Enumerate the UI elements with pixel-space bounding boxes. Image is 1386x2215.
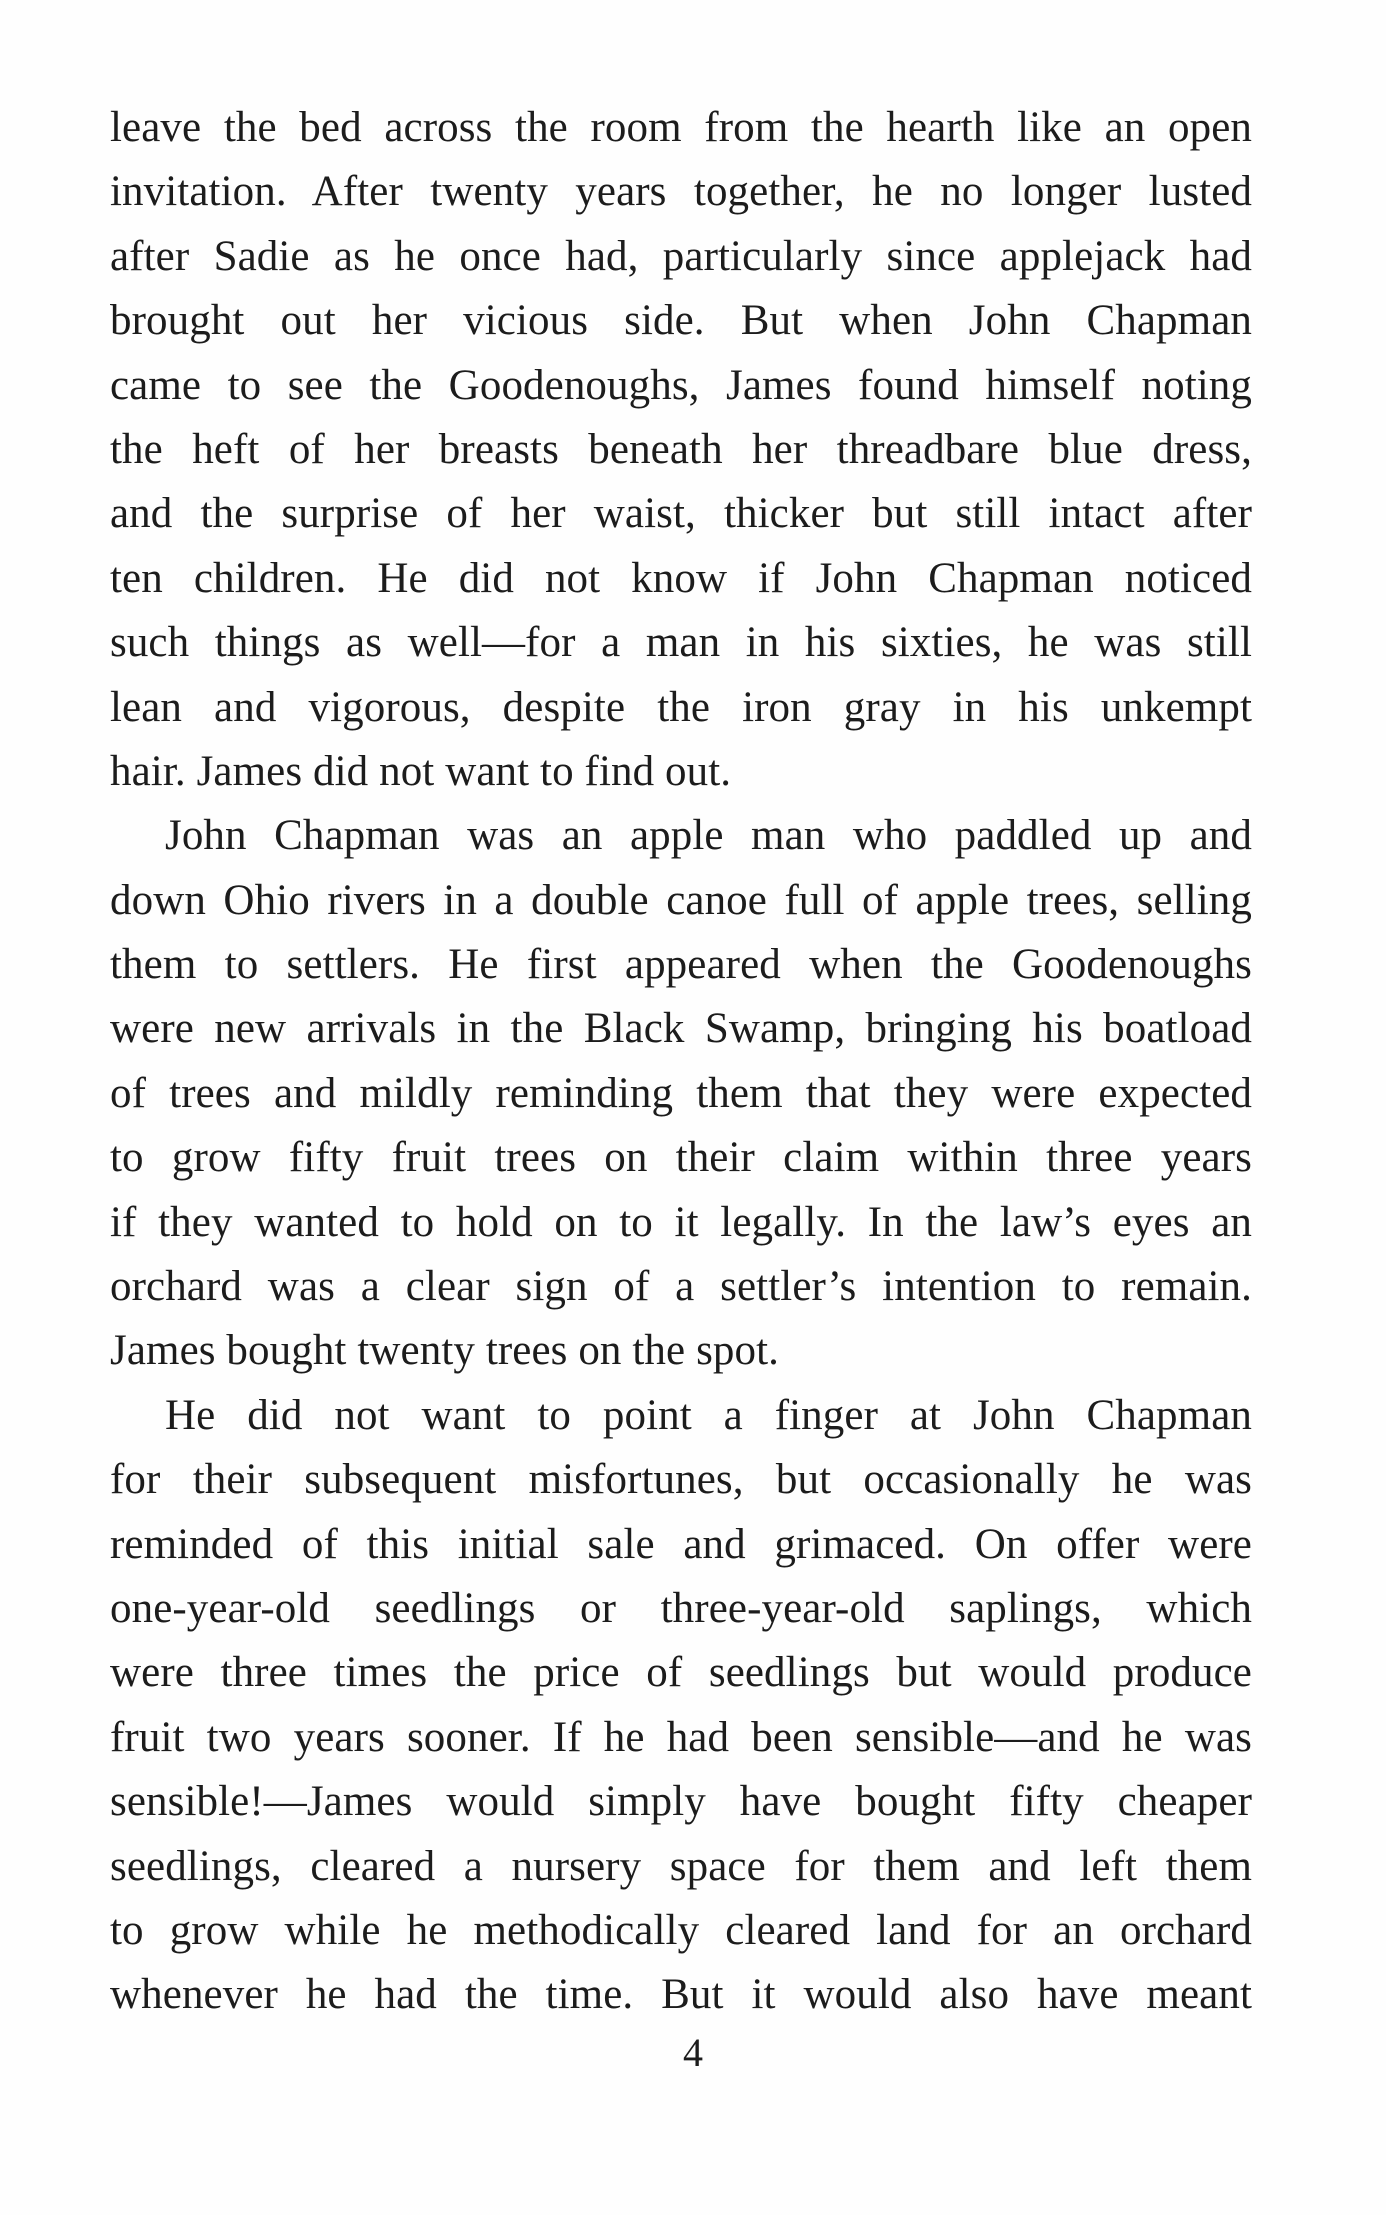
text-line: seedlings, cleared a nursery space for them and left them bbox=[110, 1842, 1252, 1890]
text-line: fruit two years sooner. If he had been sensible—and he was bbox=[110, 1713, 1252, 1761]
text-line: such things as well—for a man in his sixties, he was still bbox=[110, 619, 1252, 667]
text-line: reminded of this initial sale and grimaced. On offer were bbox=[110, 1520, 1252, 1568]
paragraph bbox=[110, 804, 1252, 1384]
text-line: ten children. He did not know if John Chapman noticed bbox=[110, 554, 1252, 602]
text-line: brought out her vicious side. But when John Chapman bbox=[110, 297, 1252, 345]
text-line: sensible!—James would simply have bought fifty cheaper bbox=[110, 1778, 1252, 1826]
text-line: lean and vigorous, despite the iron gray in his unkempt bbox=[110, 683, 1252, 731]
text-line: orchard was a clear sign of a settler’s intention to remain. bbox=[110, 1263, 1252, 1311]
page-number: 4 bbox=[683, 2030, 703, 2075]
text-line: if they wanted to hold on to it legally. In the law’s eyes an bbox=[110, 1198, 1252, 1246]
text-line: one-year-old seedlings or three-year-old saplings, which bbox=[110, 1584, 1252, 1632]
text-line: for their subsequent misfortunes, but occasionally he was bbox=[110, 1456, 1252, 1504]
text-line: them to settlers. He first appeared when the Goodenoughs bbox=[110, 941, 1252, 989]
text-line: the heft of her breasts beneath her threadbare blue dress, bbox=[110, 425, 1252, 473]
text-line: to grow while he methodically cleared land for an orchard bbox=[110, 1906, 1252, 1954]
text-line: leave the bed across the room from the hearth like an open bbox=[110, 104, 1252, 151]
text-line: invitation. After twenty years together, he no longer lusted bbox=[110, 168, 1252, 216]
text-line: were three times the price of seedlings but would produce bbox=[110, 1649, 1252, 1697]
text-line: James bought twenty trees on the spot. bbox=[110, 1327, 779, 1375]
text-line: hair. James did not want to find out. bbox=[110, 747, 732, 795]
text-line: He did not want to point a finger at John Chapman bbox=[165, 1391, 1252, 1439]
text-line: and the surprise of her waist, thicker but still intact after bbox=[110, 490, 1252, 538]
text-line: were new arrivals in the Black Swamp, bringing his boatload bbox=[110, 1005, 1252, 1053]
text-line: down Ohio rivers in a double canoe full of apple trees, selling bbox=[110, 876, 1252, 924]
text-line: to grow fifty fruit trees on their claim within three years bbox=[110, 1134, 1252, 1182]
text-line: of trees and mildly reminding them that they were expected bbox=[110, 1069, 1252, 1117]
text-line: John Chapman was an apple man who paddled up and bbox=[165, 812, 1252, 860]
paragraph bbox=[110, 96, 1252, 804]
body-text bbox=[110, 96, 1252, 2028]
paragraph bbox=[110, 1384, 1252, 2028]
text-line: whenever he had the time. But it would also have meant bbox=[110, 1971, 1252, 2019]
text-line: came to see the Goodenoughs, James found himself noting bbox=[110, 361, 1252, 409]
text-line: after Sadie as he once had, particularly since applejack had bbox=[110, 232, 1252, 280]
